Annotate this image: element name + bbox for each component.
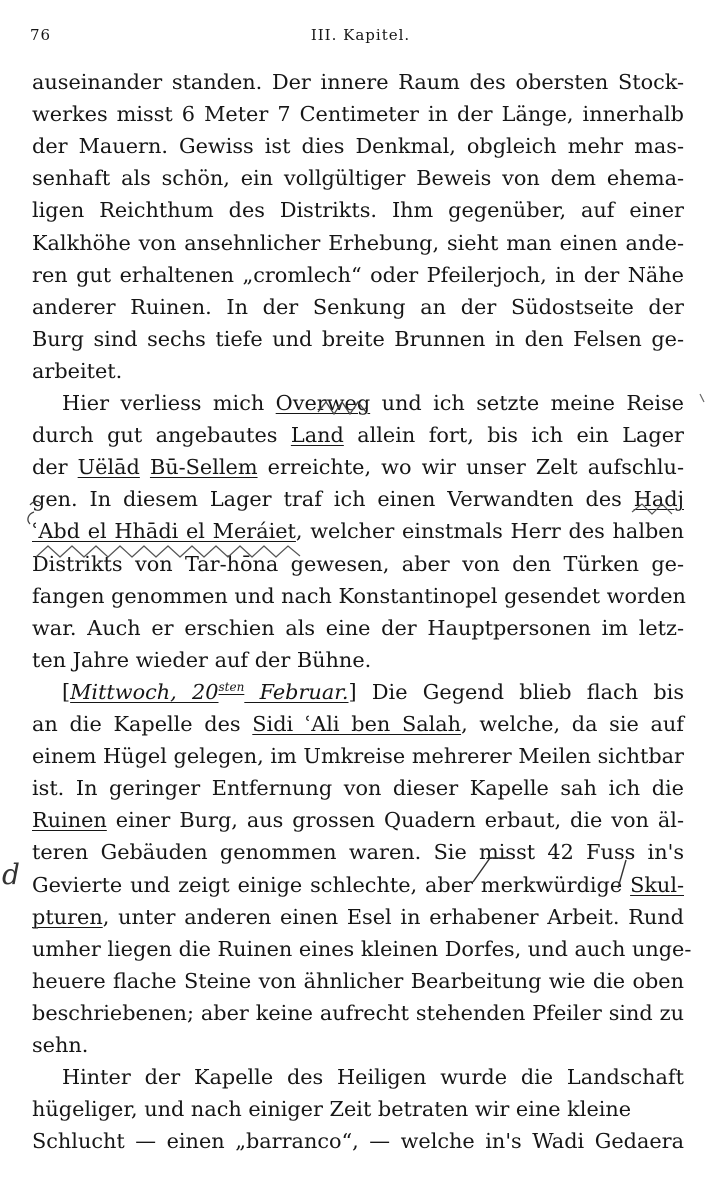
text-segment: fangen genommen und nach Konstantinopel gesendet worden: [32, 583, 686, 608]
text-line: [32, 355, 684, 387]
text-segment: [: [62, 679, 71, 704]
underlined-text: Land: [290, 423, 344, 448]
underlined-text: Bū-Sellem: [149, 455, 258, 480]
underlined-text: Sidi ʿAli ben Salah: [252, 712, 462, 736]
text-segment: Hinter der Kapelle des Heiligen wurde die Landschaft: [62, 1065, 684, 1090]
text-line: [32, 1093, 684, 1125]
text-line: [32, 869, 684, 901]
underlined-text: Uëlād: [77, 455, 140, 480]
text-line: [62, 387, 684, 419]
text-line: [32, 66, 684, 98]
underlined-text: pturen: [32, 904, 103, 929]
text-segment: Kalkhöhe von ansehnlicher Erhebung, sieht man einen ande-: [32, 230, 684, 255]
text-line: [32, 580, 684, 612]
text-line: [32, 194, 684, 226]
text-segment: durch gut angebautes: [32, 423, 291, 448]
text-line: [32, 933, 692, 965]
text-segment: der Mauern. Gewiss ist dies Denkmal, obgleich mehr mas-: [32, 134, 684, 159]
text-line: [32, 515, 684, 547]
page-number: 76: [30, 26, 52, 44]
text-line: [32, 548, 684, 580]
text-segment: , welcher einstmals Herr des halben: [295, 519, 685, 544]
text-segment: , welche, da sie auf: [461, 712, 684, 736]
text-segment: werkes misst 6 Meter 7 Centimeter in der Länge, innerhalb: [32, 102, 684, 127]
text-line: [62, 1061, 684, 1093]
text-line: [32, 612, 684, 644]
margin-annotation: d: [2, 858, 20, 891]
underlined-text: Ruinen: [32, 808, 107, 833]
text-line: [32, 291, 684, 323]
text-segment: anderer Ruinen. In der Senkung an der Südostseite der: [32, 294, 684, 319]
text-segment: Burg sind sechs tiefe und breite Brunnen in den Felsen ge-: [32, 326, 684, 351]
text-segment: arbeitet.: [32, 358, 123, 383]
text-segment: beschriebenen; aber keine aufrecht stehenden Pfeiler sind zu: [32, 1000, 684, 1025]
underlined-text: Hadj: [633, 487, 684, 512]
text-line: [32, 901, 684, 933]
text-segment: an die Kapelle des: [32, 712, 253, 736]
underlined-text: Overweg: [275, 391, 371, 415]
text-segment: ligen Reichthum des Distrikts. Ihm gegenüber, auf einer: [32, 198, 684, 223]
text-segment: senhaft als schön, ein vollgültiger Beweis von dem ehema-: [32, 166, 684, 191]
text-segment: Schlucht — einen „barranco“, — welche in's Wadi Gedaera: [32, 1129, 684, 1154]
text-segment: einem Hügel gelegen, im Umkreise mehrerer Meilen sichtbar: [32, 744, 684, 769]
text-segment: erreichte, wo wir unser Zelt aufschlu-: [257, 455, 684, 480]
text-segment: und ich setzte meine Reise: [370, 391, 684, 415]
text-segment: Hier verliess mich: [62, 391, 276, 415]
text-line: [32, 836, 684, 868]
underlined-text: Skul-: [630, 872, 684, 897]
text-segment: gen. In diesem Lager traf ich einen Verwandten des: [32, 487, 634, 512]
text-segment: , unter anderen einen Esel in erhabener Arbeit. Rund: [102, 904, 684, 929]
underlined-text: ʿAbd el Hhādi el Meráiet: [32, 519, 296, 544]
text-segment: einer Burg, aus grossen Quadern erbaut, die von äl-: [106, 808, 684, 833]
text-segment: teren Gebäuden genommen waren. Sie misst 42 Fuss in's: [32, 840, 684, 865]
text-segment: Gevierte und zeigt einige schlechte, aber merkwürdige: [32, 872, 631, 897]
text-line: [32, 644, 684, 676]
text-line: [32, 259, 684, 291]
underlined-text: sten: [218, 679, 245, 694]
text-line: [32, 162, 684, 194]
text-segment: hügeliger, und nach einiger Zeit betraten wir eine kleine: [32, 1097, 632, 1122]
text-line: [32, 451, 684, 483]
text-segment: umher liegen die Ruinen eines kleinen Dorfes, und auch unge-: [32, 936, 692, 961]
text-segment: Distrikts von Tar-hōna gewesen, aber von den Türken ge-: [32, 551, 684, 576]
text-segment: [140, 455, 150, 479]
text-line: [32, 227, 684, 259]
text-segment: auseinander standen. Der innere Raum des obersten Stock-: [32, 70, 684, 94]
text-segment: der: [32, 455, 78, 480]
text-segment: heuere flache Steine von ähnlicher Bearbeitung wie die oben: [32, 968, 684, 993]
text-segment: war. Auch er erschien als eine der Hauptpersonen im letz-: [32, 615, 684, 640]
text-line: [32, 1125, 684, 1157]
text-segment: sehn.: [32, 1033, 89, 1057]
text-line: [32, 323, 684, 355]
underlined-text: Mittwoch, 20: [70, 679, 219, 704]
text-line: [32, 804, 684, 836]
text-line: [32, 997, 684, 1029]
text-line: [32, 740, 684, 772]
underlined-text: Februar.: [244, 679, 349, 704]
text-line: [32, 419, 684, 451]
text-segment: ten Jahre wieder auf der Bühne.: [32, 647, 372, 672]
text-line: [32, 708, 684, 740]
text-line: [32, 98, 684, 130]
text-line: [32, 130, 684, 162]
text-line: [32, 772, 684, 804]
page-header: [0, 24, 721, 48]
text-segment: ] Die Gegend blieb flach bis: [348, 679, 685, 704]
text-segment: allein fort, bis ich ein Lager: [343, 423, 684, 448]
tick-mark: [700, 394, 704, 402]
text-line: [32, 1029, 684, 1061]
text-segment: ist. In geringer Entfernung von dieser Kapelle sah ich die: [32, 776, 684, 801]
text-line: [32, 483, 684, 515]
text-segment: ren gut erhaltenen „cromlech“ oder Pfeilerjoch, in der Nähe: [32, 262, 684, 287]
text-line: [32, 965, 684, 997]
text-line: [62, 676, 684, 708]
running-title: III. Kapitel.: [310, 26, 411, 44]
